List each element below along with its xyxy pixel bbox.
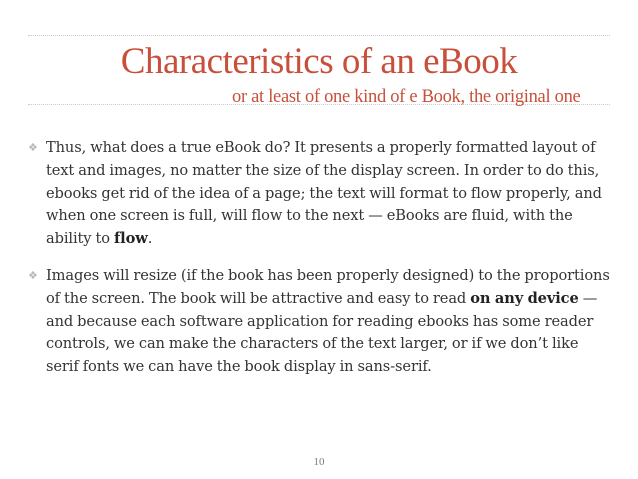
diamond-bullet-icon: ❖ <box>28 141 38 154</box>
bullet-text: Images will resize (if the book has been properly designed) to the proportions of the screen. The book will be attractive and easy to read <box>46 266 610 307</box>
bullet-item <box>28 137 613 251</box>
slide-subtitle: or at least of one kind of e Book, the original one <box>232 87 581 107</box>
bullet-text-end: . <box>147 230 153 248</box>
bullet-emphasis: flow <box>113 230 148 248</box>
bullet-list <box>28 137 613 379</box>
bullet-emphasis: on any device <box>470 289 579 307</box>
bullet-item <box>28 265 613 379</box>
slide-title: Characteristics of an eBook <box>120 41 518 82</box>
diamond-bullet-icon: ❖ <box>28 268 38 282</box>
top-divider <box>28 35 610 36</box>
bullet-text: Thus, what does a true eBook do? It presents a properly formatted layout of text and images, no matter the size of the display screen. In order to do this, ebooks get rid of the idea of a page; the text will format to flow properly, and when one screen is full, will flow to the next — eBooks are fluid, with the ability to <box>46 139 602 248</box>
bullet-text-end: — and because each software application for reading ebooks has some reader controls, we can make the characters of the text larger, or if we don’t like serif fonts we can have the book display in sans-serif. <box>46 289 598 376</box>
page-number: 10 <box>313 456 325 468</box>
